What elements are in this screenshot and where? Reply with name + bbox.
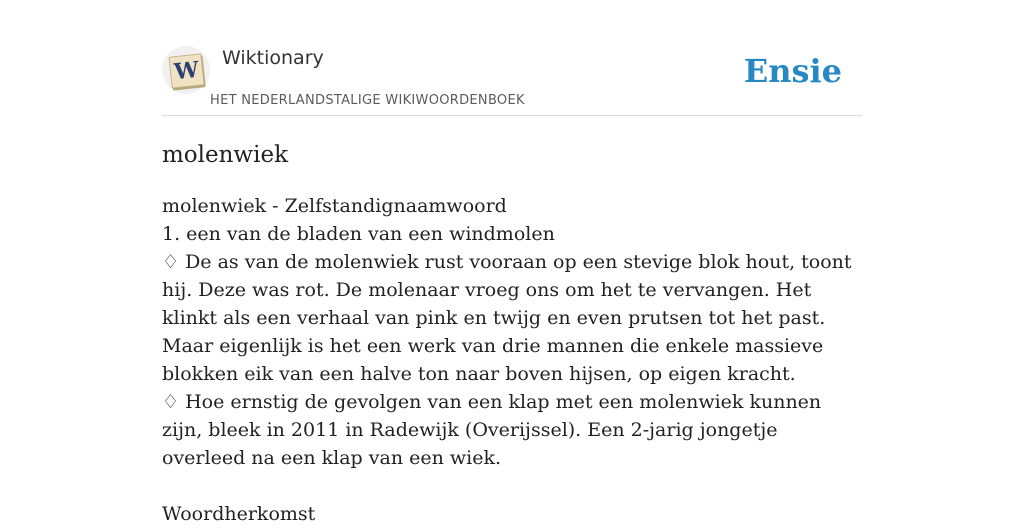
example-sentence: ♢ De as van de molenwiek rust vooraan op een stevige blok hout, toont hij. Deze was rot. De molenaar vroeg ons om het te vervangen. Het klinkt als een verhaal van pink en twijg en even prutsen tot het past. Maar eigenlijk is het een werk van drie mannen die enkele massieve blokken eik van een halve ton naar boven hijsen, op eigen kracht.	[162, 251, 852, 385]
page	[162, 0, 862, 528]
site-name[interactable]: Wiktionary	[222, 47, 324, 69]
site-tagline: HET NEDERLANDSTALIGE WIKIWOORDENBOEK	[210, 93, 525, 108]
part-of-speech: molenwiek - Zelfstandignaamwoord	[162, 195, 507, 217]
site-header	[162, 46, 862, 116]
wiktionary-tile-icon: W	[168, 53, 204, 88]
section-heading-etymology: Woordherkomst	[162, 503, 316, 525]
definition: 1. een van de bladen van een windmolen	[162, 223, 555, 245]
page-title: molenwiek	[162, 142, 289, 168]
example-sentence: ♢ Hoe ernstig de gevolgen van een klap met een molenwiek kunnen zijn, bleek in 2011 in Radewijk (Overijssel). Een 2-jarig jongetje overleed na een klap van een wiek.	[162, 391, 822, 469]
ensie-brand-logo[interactable]: Ensie	[743, 52, 842, 90]
wiktionary-logo[interactable]	[162, 46, 210, 94]
entry-content	[162, 192, 864, 528]
spacer	[162, 472, 864, 500]
